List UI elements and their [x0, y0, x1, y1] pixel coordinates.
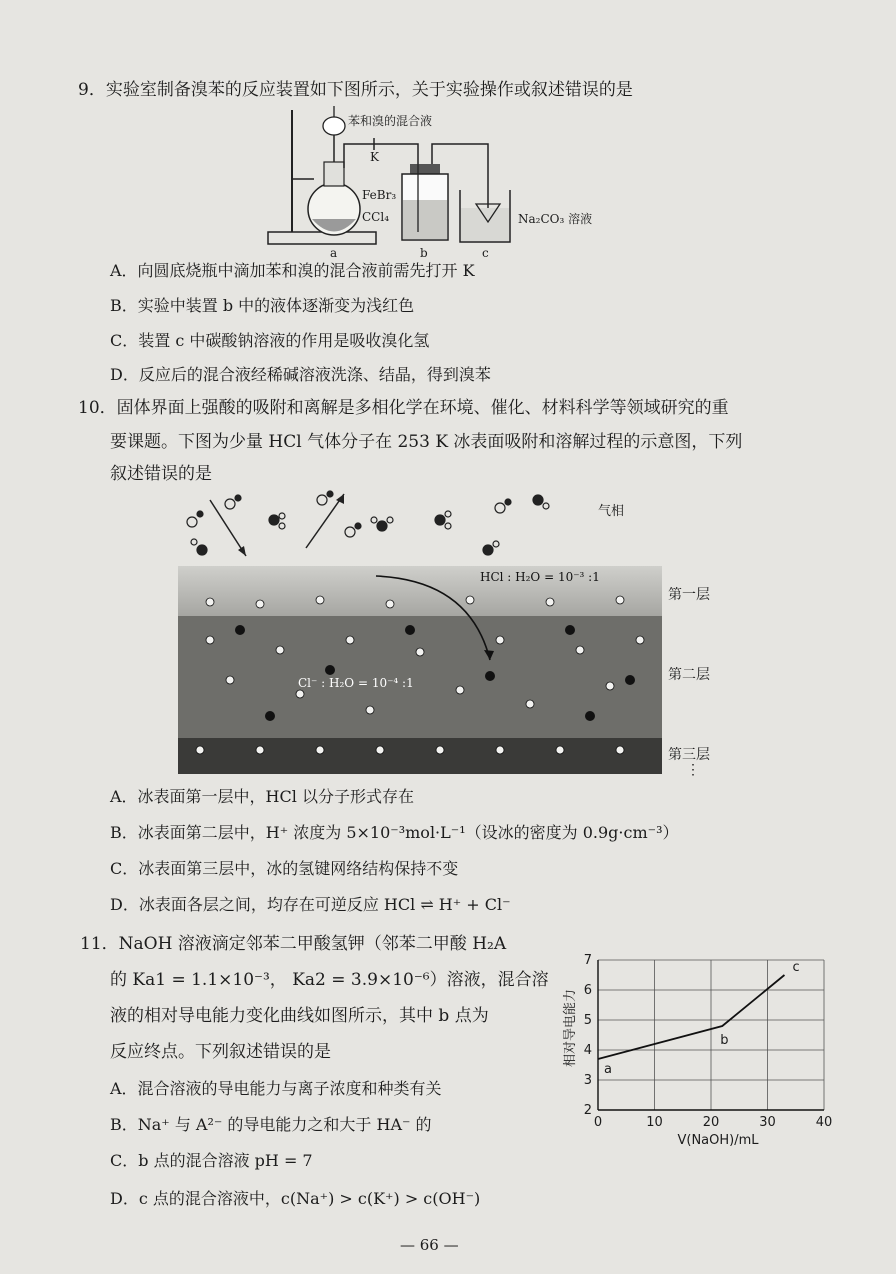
q10-option-b: B．冰表面第二层中，H⁺ 浓度为 5×10⁻³mol·L⁻¹（设冰的密度为 0.9g·cm⁻³）: [110, 823, 679, 842]
q10-stem-line3: 叙述错误的是: [110, 464, 212, 484]
label-na2co3: Na₂CO₃ 溶液: [518, 212, 593, 226]
chart-x-axis-label: V(NaOH)/mL: [677, 1133, 759, 1148]
label-b: b: [420, 246, 428, 260]
q11-option-c: C．b 点的混合溶液 pH = 7: [110, 1151, 313, 1170]
x-tick-label: 20: [702, 1115, 720, 1130]
q11-option-b: B．Na⁺ 与 A²⁻ 的导电能力之和大于 HA⁻ 的: [110, 1115, 432, 1134]
q11-line2: 的 Ka1 = 1.1×10⁻³， Ka2 = 3.9×10⁻⁶）溶液，混合溶: [110, 970, 549, 990]
y-tick-label: 2: [583, 1103, 592, 1118]
q11-line3: 液的相对导电能力变化曲线如图所示，其中 b 点为: [110, 1006, 489, 1026]
q10-ice-surface-figure: [170, 480, 670, 780]
label-layer2: 第二层: [668, 667, 710, 683]
q11-option-a: A．混合溶液的导电能力与离子浓度和种类有关: [110, 1079, 442, 1098]
q10-option-d: D．冰表面各层之间，均存在可逆反应 HCl ⇌ H⁺ + Cl⁻: [110, 895, 511, 914]
y-tick-label: 5: [583, 1013, 592, 1028]
chart-y-axis-label: 相对导电能力: [563, 988, 578, 1068]
label-ratio-layer2: Cl⁻ : H₂O = 10⁻⁴ :1: [298, 676, 414, 690]
q11-line1: 11．NaOH 溶液滴定邻苯二甲酸氢钾（邻苯二甲酸 H₂A: [80, 934, 507, 954]
label-ratio-layer1: HCl : H₂O = 10⁻³ :1: [480, 570, 600, 584]
q10-option-c: C．冰表面第三层中，冰的氢键网络结构保持不变: [110, 859, 459, 878]
point-label-b: b: [720, 1033, 729, 1048]
point-label-a: a: [604, 1062, 612, 1077]
y-tick-label: 6: [583, 983, 592, 998]
y-tick-label: 7: [583, 953, 592, 968]
label-mixture: 苯和溴的混合液: [348, 114, 433, 128]
conductivity-chart: [552, 948, 852, 1148]
x-tick-label: 0: [593, 1115, 603, 1130]
label-c: c: [482, 246, 489, 260]
label-gas-phase: 气相: [598, 504, 625, 519]
q9-apparatus-figure: [262, 104, 622, 264]
label-ellipsis: ⋮: [686, 762, 700, 778]
label-ccl4: CCl₄: [362, 210, 390, 224]
q11-line4: 反应终点。下列叙述错误的是: [110, 1042, 331, 1062]
q11-option-d: D．c 点的混合溶液中，c(Na⁺) > c(K⁺) > c(OH⁻): [110, 1189, 481, 1208]
label-k: K: [370, 150, 379, 164]
page-number: — 66 —: [400, 1236, 459, 1254]
y-tick-label: 4: [583, 1043, 592, 1058]
q10-option-a: A．冰表面第一层中，HCl 以分子形式存在: [110, 787, 414, 806]
q10-stem-line2: 要课题。下图为少量 HCl 气体分子在 253 K 冰表面吸附和溶解过程的示意图，下列: [110, 432, 743, 452]
label-layer3: 第三层: [668, 747, 710, 763]
q9-option-a: A．向圆底烧瓶中滴加苯和溴的混合液前需先打开 K: [110, 261, 475, 280]
x-tick-label: 10: [646, 1115, 663, 1130]
y-tick-label: 3: [583, 1073, 592, 1088]
q10-stem-line1: 10．固体界面上强酸的吸附和离解是多相化学在环境、催化、材料科学等领域研究的重: [78, 398, 729, 418]
q9-option-c: C．装置 c 中碳酸钠溶液的作用是吸收溴化氢: [110, 331, 430, 350]
q9-option-b: B．实验中装置 b 中的液体逐渐变为浅红色: [110, 296, 415, 315]
point-label-c: c: [792, 960, 800, 975]
series-line: [598, 975, 784, 1059]
label-layer1: 第一层: [668, 587, 710, 603]
x-tick-label: 40: [815, 1115, 833, 1130]
q9-option-d: D．反应后的混合液经稀碱溶液洗涤、结晶，得到溴苯: [110, 365, 491, 384]
x-tick-label: 30: [759, 1115, 776, 1130]
label-febr3: FeBr₃: [362, 188, 397, 202]
q9-stem: 9．实验室制备溴苯的反应装置如下图所示，关于实验操作或叙述错误的是: [78, 80, 633, 100]
label-a: a: [330, 246, 338, 260]
